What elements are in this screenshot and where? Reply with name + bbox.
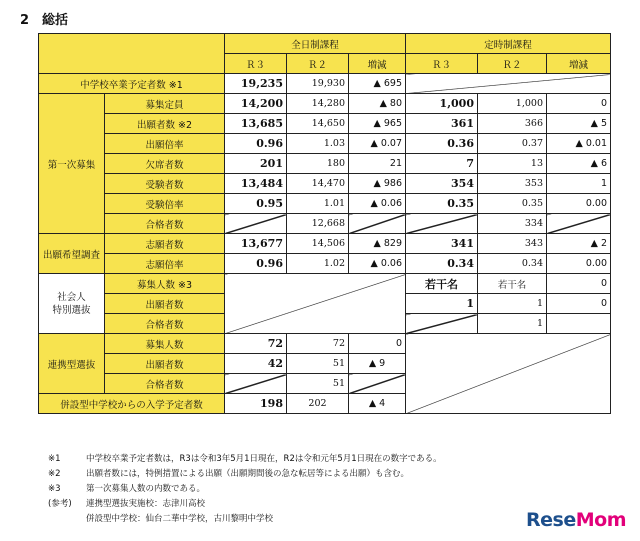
cell: 0.34 xyxy=(406,254,478,274)
cell: 180 xyxy=(287,154,349,174)
row-label: 志願者数 xyxy=(105,234,225,254)
row-label: 出願者数 xyxy=(105,294,225,314)
cell: 14,650 xyxy=(287,114,349,134)
group-label-daiichiji: 第一次募集 xyxy=(39,94,105,234)
row-label: 受験者数 xyxy=(105,174,225,194)
cell: 1 xyxy=(478,314,547,334)
cell: ▲ 695 xyxy=(349,74,406,94)
footnote: 併設型中学校：仙台二華中学校，古川黎明中学校 xyxy=(86,514,274,524)
cell: 13 xyxy=(478,154,547,174)
resemom-logo: ReseMom xyxy=(526,509,626,531)
cell: 1 xyxy=(547,174,611,194)
header-diff: 増減 xyxy=(349,54,406,74)
cell: 202 xyxy=(287,394,349,414)
cell: 7 xyxy=(406,154,478,174)
cell: 1.02 xyxy=(287,254,349,274)
cell: 0 xyxy=(547,294,611,314)
empty-cell xyxy=(547,314,611,334)
row-label: 募集人数 xyxy=(105,334,225,354)
na-cell xyxy=(225,274,406,334)
cell: 0 xyxy=(547,94,611,114)
header-r2: Ｒ２ xyxy=(287,54,349,74)
cell: 若干名 xyxy=(478,274,547,294)
cell: 0.36 xyxy=(406,134,478,154)
cell: ▲ 965 xyxy=(349,114,406,134)
cell: ▲ 2 xyxy=(547,234,611,254)
cell: ▲ 986 xyxy=(349,174,406,194)
header-corner xyxy=(39,34,225,74)
cell: ▲ 0.06 xyxy=(349,194,406,214)
row-label: 出願倍率 xyxy=(105,134,225,154)
cell: 13,685 xyxy=(225,114,287,134)
cell: 366 xyxy=(478,114,547,134)
header-r3: Ｒ３ xyxy=(225,54,287,74)
row-label: 出願者数 ※2 xyxy=(105,114,225,134)
header-teijisei: 定時制課程 xyxy=(406,34,611,54)
cell: ▲ 0.01 xyxy=(547,134,611,154)
header-diff: 増減 xyxy=(547,54,611,74)
group-label-shakaijin: 社会人 特別選抜 xyxy=(39,274,105,334)
na-cell xyxy=(547,214,611,234)
header-r3: Ｒ３ xyxy=(406,54,478,74)
cell: 0.37 xyxy=(478,134,547,154)
na-cell xyxy=(349,214,406,234)
row-label-sotsugyo: 中学校卒業予定者数 ※1 xyxy=(39,74,225,94)
na-cell xyxy=(225,214,287,234)
cell: 1,000 xyxy=(478,94,547,114)
cell: 14,280 xyxy=(287,94,349,114)
cell: 343 xyxy=(478,234,547,254)
cell: 14,200 xyxy=(225,94,287,114)
cell: 13,677 xyxy=(225,234,287,254)
cell: ▲ 80 xyxy=(349,94,406,114)
group-label-shugan-kibo: 出願希望調査 xyxy=(39,234,105,274)
na-cell xyxy=(225,374,287,394)
cell: 19,235 xyxy=(225,74,287,94)
cell: 201 xyxy=(225,154,287,174)
cell: 1 xyxy=(406,294,478,314)
header-zennichisei: 全日制課程 xyxy=(225,34,406,54)
cell: 21 xyxy=(349,154,406,174)
footnotes xyxy=(48,452,442,527)
cell: 1 xyxy=(478,294,547,314)
row-label: 志願倍率 xyxy=(105,254,225,274)
row-label: 合格者数 xyxy=(105,314,225,334)
cell: 0.35 xyxy=(406,194,478,214)
cell: 198 xyxy=(225,394,287,414)
cell: 19,930 xyxy=(287,74,349,94)
cell: 72 xyxy=(287,334,349,354)
row-label: 合格者数 xyxy=(105,214,225,234)
cell: 14,506 xyxy=(287,234,349,254)
summary-table xyxy=(38,33,611,414)
cell: 12,668 xyxy=(287,214,349,234)
cell: 0.34 xyxy=(478,254,547,274)
section-title: 2 総括 xyxy=(20,13,69,28)
cell: ▲ 0.07 xyxy=(349,134,406,154)
cell: 0.00 xyxy=(547,194,611,214)
group-label-renkei: 連携型選抜 xyxy=(39,334,105,394)
cell: 0.96 xyxy=(225,254,287,274)
cell: ▲ 4 xyxy=(349,394,406,414)
na-cell xyxy=(349,374,406,394)
cell: 0.95 xyxy=(225,194,287,214)
cell: 0.96 xyxy=(225,134,287,154)
cell: 51 xyxy=(287,374,349,394)
header-r2: Ｒ２ xyxy=(478,54,547,74)
cell: 若干名 xyxy=(406,274,478,294)
cell: 353 xyxy=(478,174,547,194)
cell: 42 xyxy=(225,354,287,374)
cell: 1,000 xyxy=(406,94,478,114)
cell: 72 xyxy=(225,334,287,354)
row-label: 募集人数 ※3 xyxy=(105,274,225,294)
cell: ▲ 9 xyxy=(349,354,406,374)
footnote: ※2 出願者数には，特例措置による出願（出願期間後の急な転居等による出願）も含む。 xyxy=(48,469,410,479)
footnote: ※1 中学校卒業予定者数は，R3は令和3年5月1日現在，R2は令和元年5月1日現在の数字である。 xyxy=(48,454,442,464)
cell: 13,484 xyxy=(225,174,287,194)
cell: 0.00 xyxy=(547,254,611,274)
row-label-heisetsu: 併設型中学校からの入学予定者数 xyxy=(39,394,225,414)
cell: ▲ 0.06 xyxy=(349,254,406,274)
cell: 0 xyxy=(547,274,611,294)
cell: 1.03 xyxy=(287,134,349,154)
row-label: 欠席者数 xyxy=(105,154,225,174)
na-cell xyxy=(406,334,611,414)
cell: 14,470 xyxy=(287,174,349,194)
cell: 0 xyxy=(349,334,406,354)
footnote: ※3 第一次募集人数の内数である。 xyxy=(48,484,206,494)
row-label: 受験倍率 xyxy=(105,194,225,214)
cell: 354 xyxy=(406,174,478,194)
cell: 1.01 xyxy=(287,194,349,214)
na-cell xyxy=(406,314,478,334)
row-label: 募集定員 xyxy=(105,94,225,114)
cell: 341 xyxy=(406,234,478,254)
cell: ▲ 6 xyxy=(547,154,611,174)
cell: 361 xyxy=(406,114,478,134)
na-cell xyxy=(406,74,611,94)
footnote: (参考) 連携型選抜実施校：志津川高校 xyxy=(48,499,206,509)
cell: 0.35 xyxy=(478,194,547,214)
cell: ▲ 829 xyxy=(349,234,406,254)
cell: 51 xyxy=(287,354,349,374)
cell: 334 xyxy=(478,214,547,234)
row-label: 出願者数 xyxy=(105,354,225,374)
na-cell xyxy=(406,214,478,234)
row-label: 合格者数 xyxy=(105,374,225,394)
cell: ▲ 5 xyxy=(547,114,611,134)
